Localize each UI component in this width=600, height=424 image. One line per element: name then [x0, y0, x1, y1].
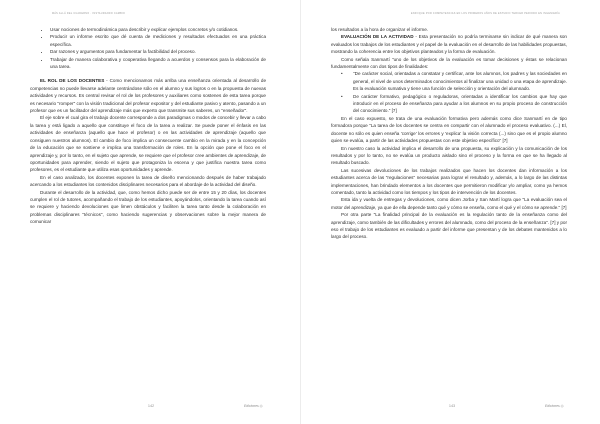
list-item: • "De carácter social, orientadas a constatar y certificar, ante los alumnos, los padres y las sociedades en general, el nivel de unos determinados conocimientos al finalizar una unidad o una etapa de aprendizaje. Es la evaluación sumativa y tiene una función de selección y orientación del alumnado.	[341, 71, 567, 92]
list-item: • Producir un informe escrito que dé cuenta de mediciones y resultados efectuados en una práctica específica.	[50, 33, 266, 48]
section-heading-evaluacion: EVALUACIÓN DE LA ACTIVIDAD	[341, 34, 414, 40]
paragraph-text: - Como mencionamos más arriba una enseñanza orientada al desarrollo de competencias no puede llevarse adelante centrándose sólo en el alumno y sus logros o en la propuesta de nuevas actividades y recursos. Es central revisar el rol de los profesores y auxiliares como sostenes de esta tarea porque es necesario "romper" con la visión tradicional del profesor expositor y del estudiante pasivo y atento, pasando a un profesor que es un facilitador del aprendizaje más que experto que transmite sus saberes, un "enseñador".	[30, 78, 266, 114]
paragraph-text: - Esta presentación no podría terminarse sin indicar de qué manera son evaluados los trabajos de los estudiantes y el papel de la evaluación en el desarrollo de las habilidades propuestas, mostrando la coherencia entre los objetivos planteados y la forma de evaluación.	[331, 34, 567, 55]
list-item-text: "De carácter social, orientadas a constatar y certificar, ante los alumnos, los padres y las sociedades en general, el nivel de unos determinados conocimientos al finalizar una unidad o una etapa de aprendizaje. Es la evaluación sumativa y tiene una función de selección y orientación del alumnado.	[353, 71, 567, 92]
paragraph: Esta ida y vuelta de entregas y devoluciones, como dicen Jorba y San Martí logra que "La evaluación sea el motor del aprendizaje, ya que de ella depende tanto qué y cómo se enseña, como el qué y el cómo se aprende." [7]	[331, 197, 567, 210]
list-item: • Usar nociones de termodinámica para describir y explicar ejemplos concretos y/o cotidianos.	[50, 26, 266, 33]
running-head-right: ENFOQUE POR COMPETENCIAS EN LOS PRIMEROS AÑOS DE ESTUDIO TERCER PERIODO EN INGENIERÍA	[411, 12, 560, 15]
page-number-left	[148, 404, 154, 408]
list-item: • Trabajar de manera colaborativa y cooperativa llegando a acuerdos y consensos para la elaboración de una tarea.	[50, 56, 266, 71]
paragraph: En el caso analizado, los docentes exponen la tarea de diseño mencionando después de haber trabajado acercando a los estudiantes los contenidos disciplinares necesarios para el abordaje de la actividad del diseño.	[30, 174, 266, 188]
paragraph-docentes	[30, 77, 266, 114]
publisher-brand: Ediciones ◎	[244, 404, 263, 408]
list-item-text: De carácter formativo, pedagógico o reguladoras, orientadas a identificar los cambios que hay que introducir en el proceso de enseñanza para ayudar a los alumnos en su propio proceso de construcción del conocimiento." [7]	[353, 93, 567, 114]
publisher-mark-left	[244, 404, 263, 408]
publisher-mark-right	[545, 404, 564, 408]
paragraph: En nuestro caso la actividad implica el desarrollo de una propuesta, su explicación y la comunicación de los resultados y por lo tanto, no se evalúa un producto aislado sino el proceso y la forma en que se ha llegado al resultado buscado.	[331, 145, 567, 166]
finalities-list	[331, 70, 567, 114]
paragraph: Por otra parte "La finalidad principal de la evaluación es la regulación tanto de la enseñanza como del aprendizaje, como también de las dificultades y errores del alumnado, como del proceso de la enseñanza". [7] y por eso el trabajo de los estudiantes es evaluado a partir del informe que presentan y de los debates mantenidos a lo largo del proceso.	[331, 212, 567, 240]
page-number: 143	[449, 404, 456, 408]
publisher-brand: Ediciones ◎	[545, 404, 564, 408]
right-page	[300, 0, 600, 424]
competency-list	[30, 26, 266, 70]
paragraph-evaluacion	[331, 33, 567, 55]
paragraph: En el caso expuesto, se trata de una evaluación formativa pero además como dice Sanmartí en de tipo formadora porque "La tarea de los docentes se centra en compartir con el alumnado el proceso evaluativo. (...) El, docente no sólo es quien enseña 'corrige' los errores y 'explica' la visión correcta (...) sino que es el propio alumno quien se evalúa, a partir de las actividades propuestas con este objetivo específico" [7]	[331, 115, 567, 144]
section-heading-docentes: EL ROL DE LOS DOCENTES	[40, 78, 105, 84]
paragraph: El eje sobre el cual gira el trabajo docente corresponde a dos paradigmas o modos de concebir y llevar a cabo la tarea y está ligado a aquello que constituye el foco de la tarea a realizar. Se puede poner el énfasis en las actividades de enseñanza (aquello que hace el profesor) o en las actividades de aprendizaje (aquello que consiguen nuestros alumnos). El cambio de foco implica un consecuente cambio en la mirada y en la concepción de la educación que se sostiene e implica una transformación de roles. En la opción que pone el foco en el aprendizaje y, por lo tanto, en el sujeto que aprende, se requiere que el profesor cree ambientes de aprendizaje, de oportunidades para aprender, siendo el sujeto que protagoniza la escena y que justifica nuestra tarea como profesores, es el estudiante que utiliza esas oportunidades y aprende.	[30, 115, 266, 173]
right-page-body	[331, 26, 567, 241]
paragraph: Durante el desarrollo de la actividad, que, como hemos dicho puede ser de entre 15 y 20 días, los docentes cumplen el rol de tutores, acompañando el trabajo de los estudiantes, apoyándolos, orientando la tarea cuando así se requiere y haciendo devoluciones que limen obstáculos y faciliten la tarea tanto desde la colaboración en problemas disciplinares "técnicos", como haciendo sugerencias y observaciones sobre la mejor manera de comunicar	[30, 189, 266, 225]
page-number-right	[449, 404, 455, 408]
list-item: • De carácter formativo, pedagógico o reguladoras, orientadas a identificar los cambios que hay que introducir en el proceso de enseñanza para ayudar a los alumnos en su propio proceso de construcción del conocimiento." [7]	[341, 93, 567, 114]
page-number: 142	[148, 404, 155, 408]
paragraph: los resultados a la hora de organizar el informe.	[331, 27, 429, 32]
paragraph: Como señala Sanmartí "uno de los objetivos de la evaluación es tomar decisiones y éstas se relacionan fundamentalmente con dos tipos de finalidades:	[331, 56, 567, 70]
list-item: • Dar razones y argumentos para fundamentar la factibilidad del proceso.	[50, 48, 266, 55]
running-head-left: MÁS ALLÁ DEL CUADERNO · INSTAURANDO CAMBIO	[52, 12, 126, 15]
left-page-body	[30, 26, 266, 226]
paragraph: Las sucesivas devoluciones de los trabajos realizados que hacen los docentes dan información a los estudiantes acerca de las "regulaciones" necesarias para lograr el resultado y, además, a lo largo de las distintas implementaciones, han brindado elementos a los docentes que permitieron modificar y/o ampliar, como ya hemos comentado, tanto la actividad como los tiempos y los tipos de intervención de los docentes.	[331, 167, 567, 195]
